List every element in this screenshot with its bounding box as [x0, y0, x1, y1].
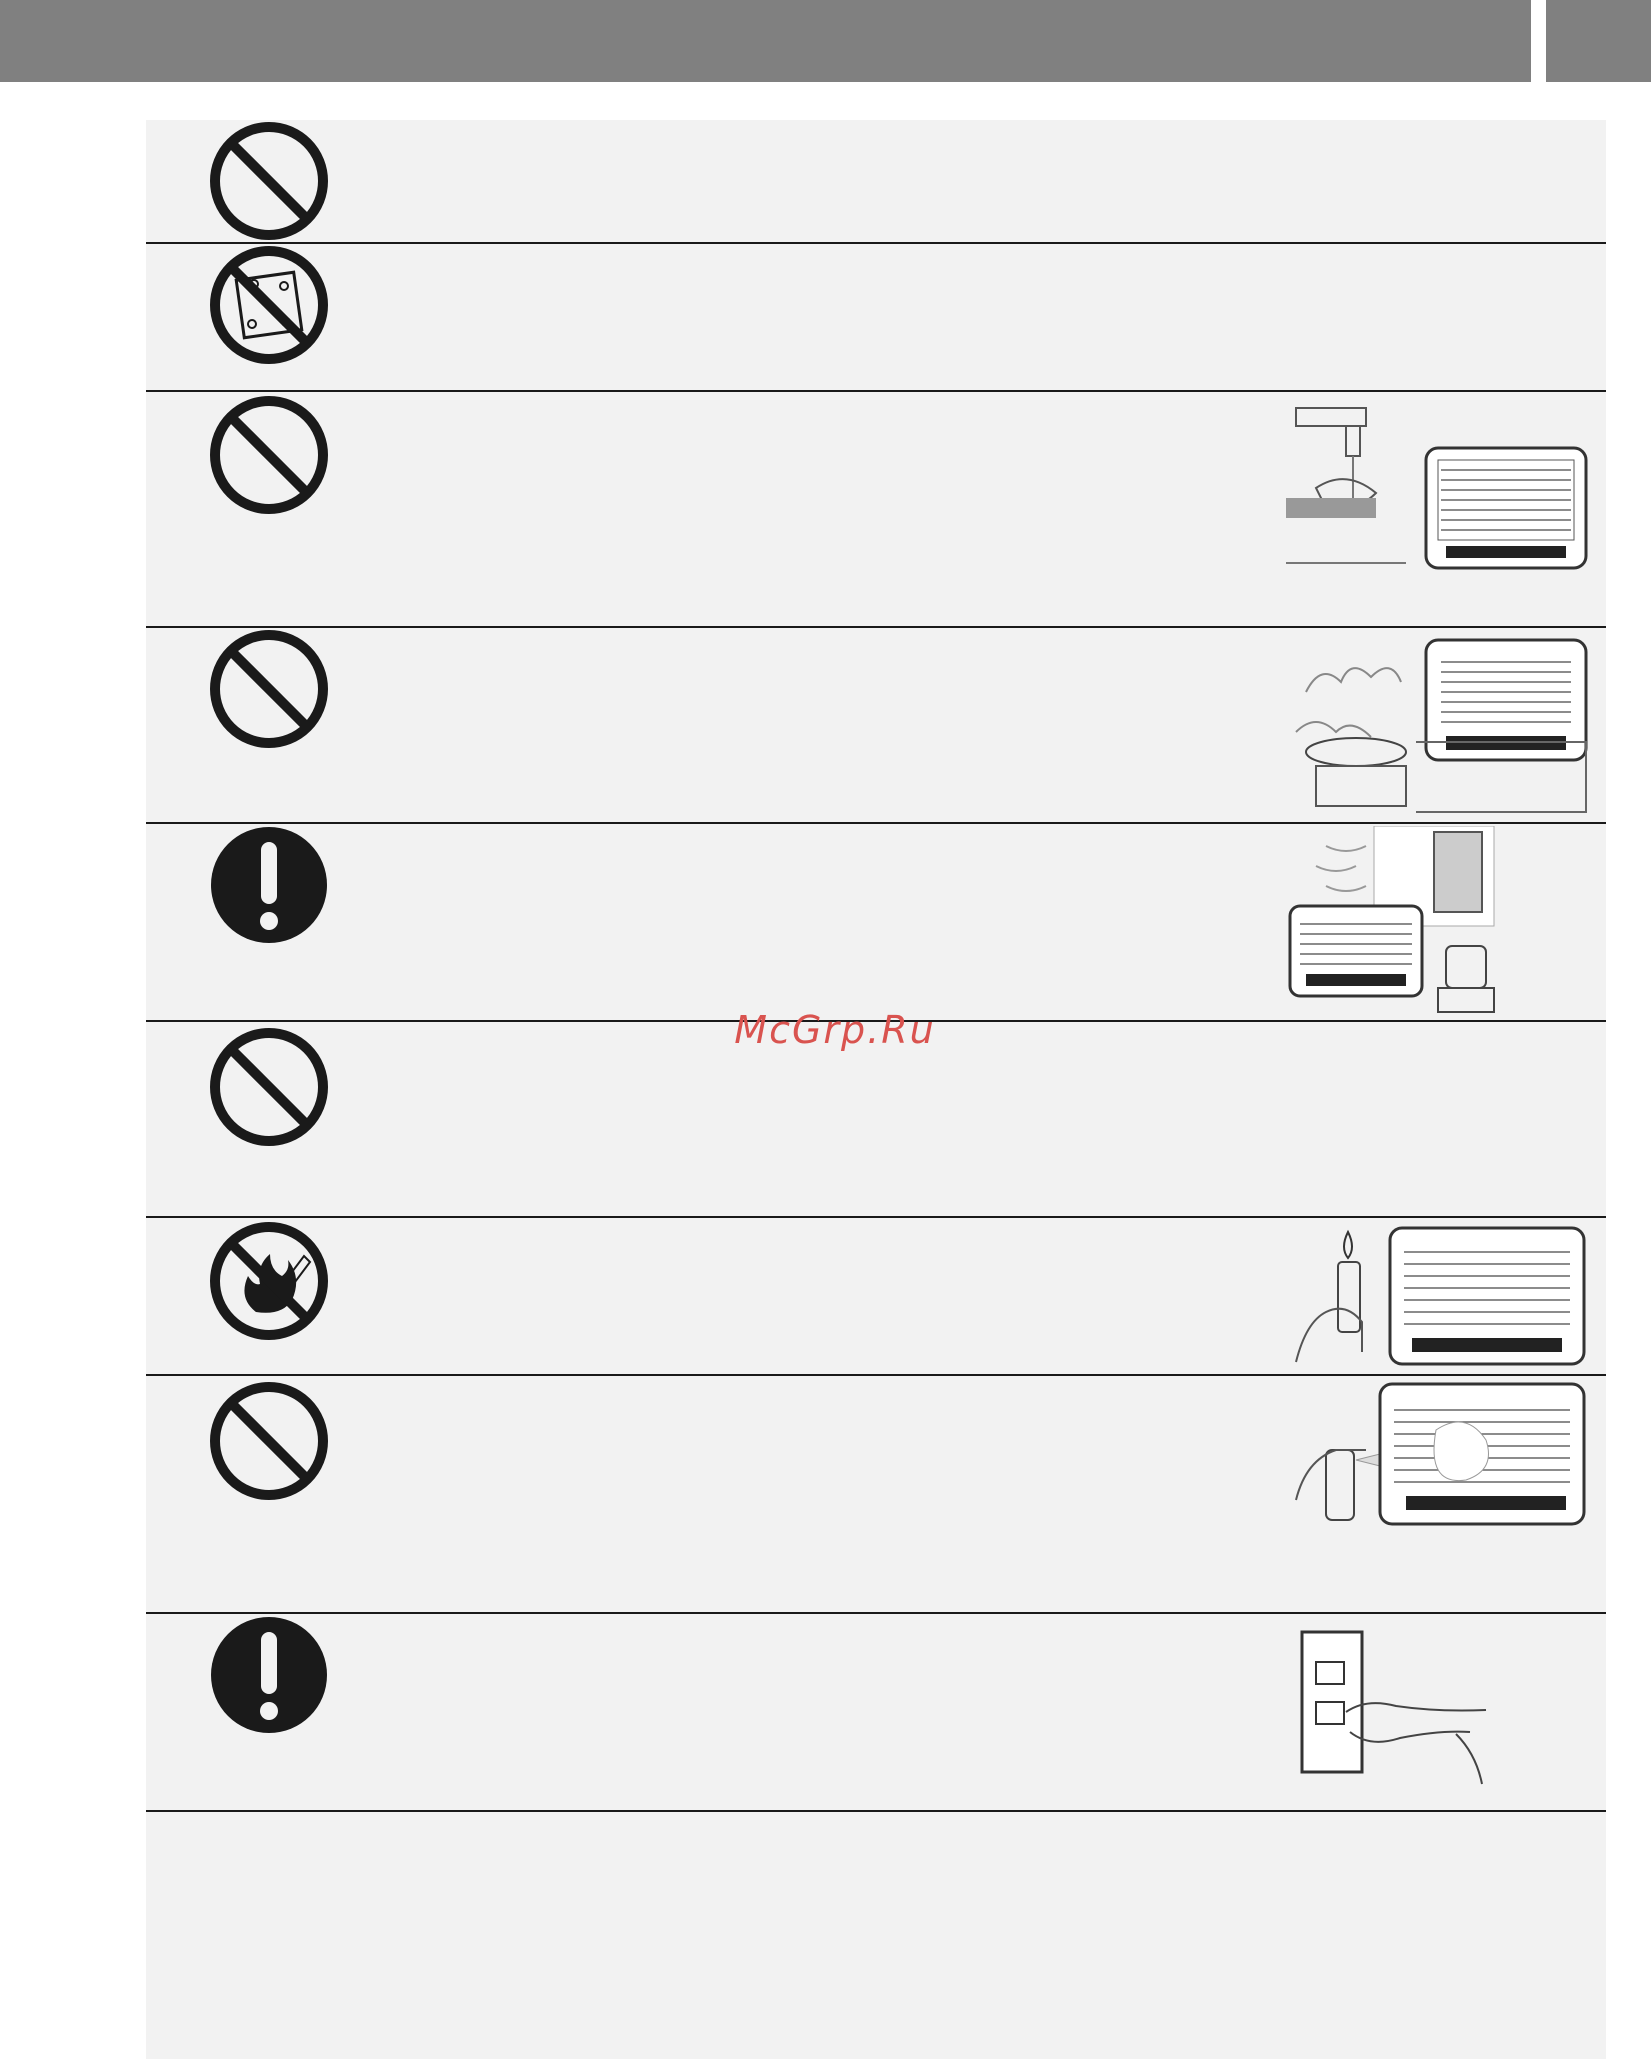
safety-row [146, 1218, 1606, 1376]
no-water-illustration [1286, 398, 1598, 578]
safety-row [146, 1614, 1606, 1812]
no-fire-icon [208, 1220, 330, 1342]
safety-row [146, 120, 1606, 244]
prohibition-icon [208, 1026, 330, 1148]
no-steam-illustration [1286, 632, 1598, 816]
mandatory-icon [208, 1614, 330, 1736]
prohibition-icon [208, 394, 330, 516]
safety-row [146, 244, 1606, 392]
no-flame-illustration [1286, 1222, 1598, 1368]
mandatory-icon [208, 824, 330, 946]
safety-panel [146, 120, 1606, 2059]
keep-away-heater-illustration [1286, 826, 1598, 1018]
prohibition-icon [208, 1380, 330, 1502]
watermark: McGrp.Ru [734, 1008, 936, 1052]
safety-row [146, 1376, 1606, 1614]
header-tab [1546, 0, 1651, 82]
prohibition-icon [208, 628, 330, 750]
safety-row [146, 392, 1606, 628]
safety-row [146, 824, 1606, 1022]
unplug-illustration [1286, 1622, 1598, 1802]
no-disassembly-icon [208, 244, 330, 366]
prohibition-icon [208, 120, 330, 242]
header-bar [0, 0, 1531, 82]
no-spray-illustration [1286, 1380, 1598, 1530]
safety-row [146, 628, 1606, 824]
